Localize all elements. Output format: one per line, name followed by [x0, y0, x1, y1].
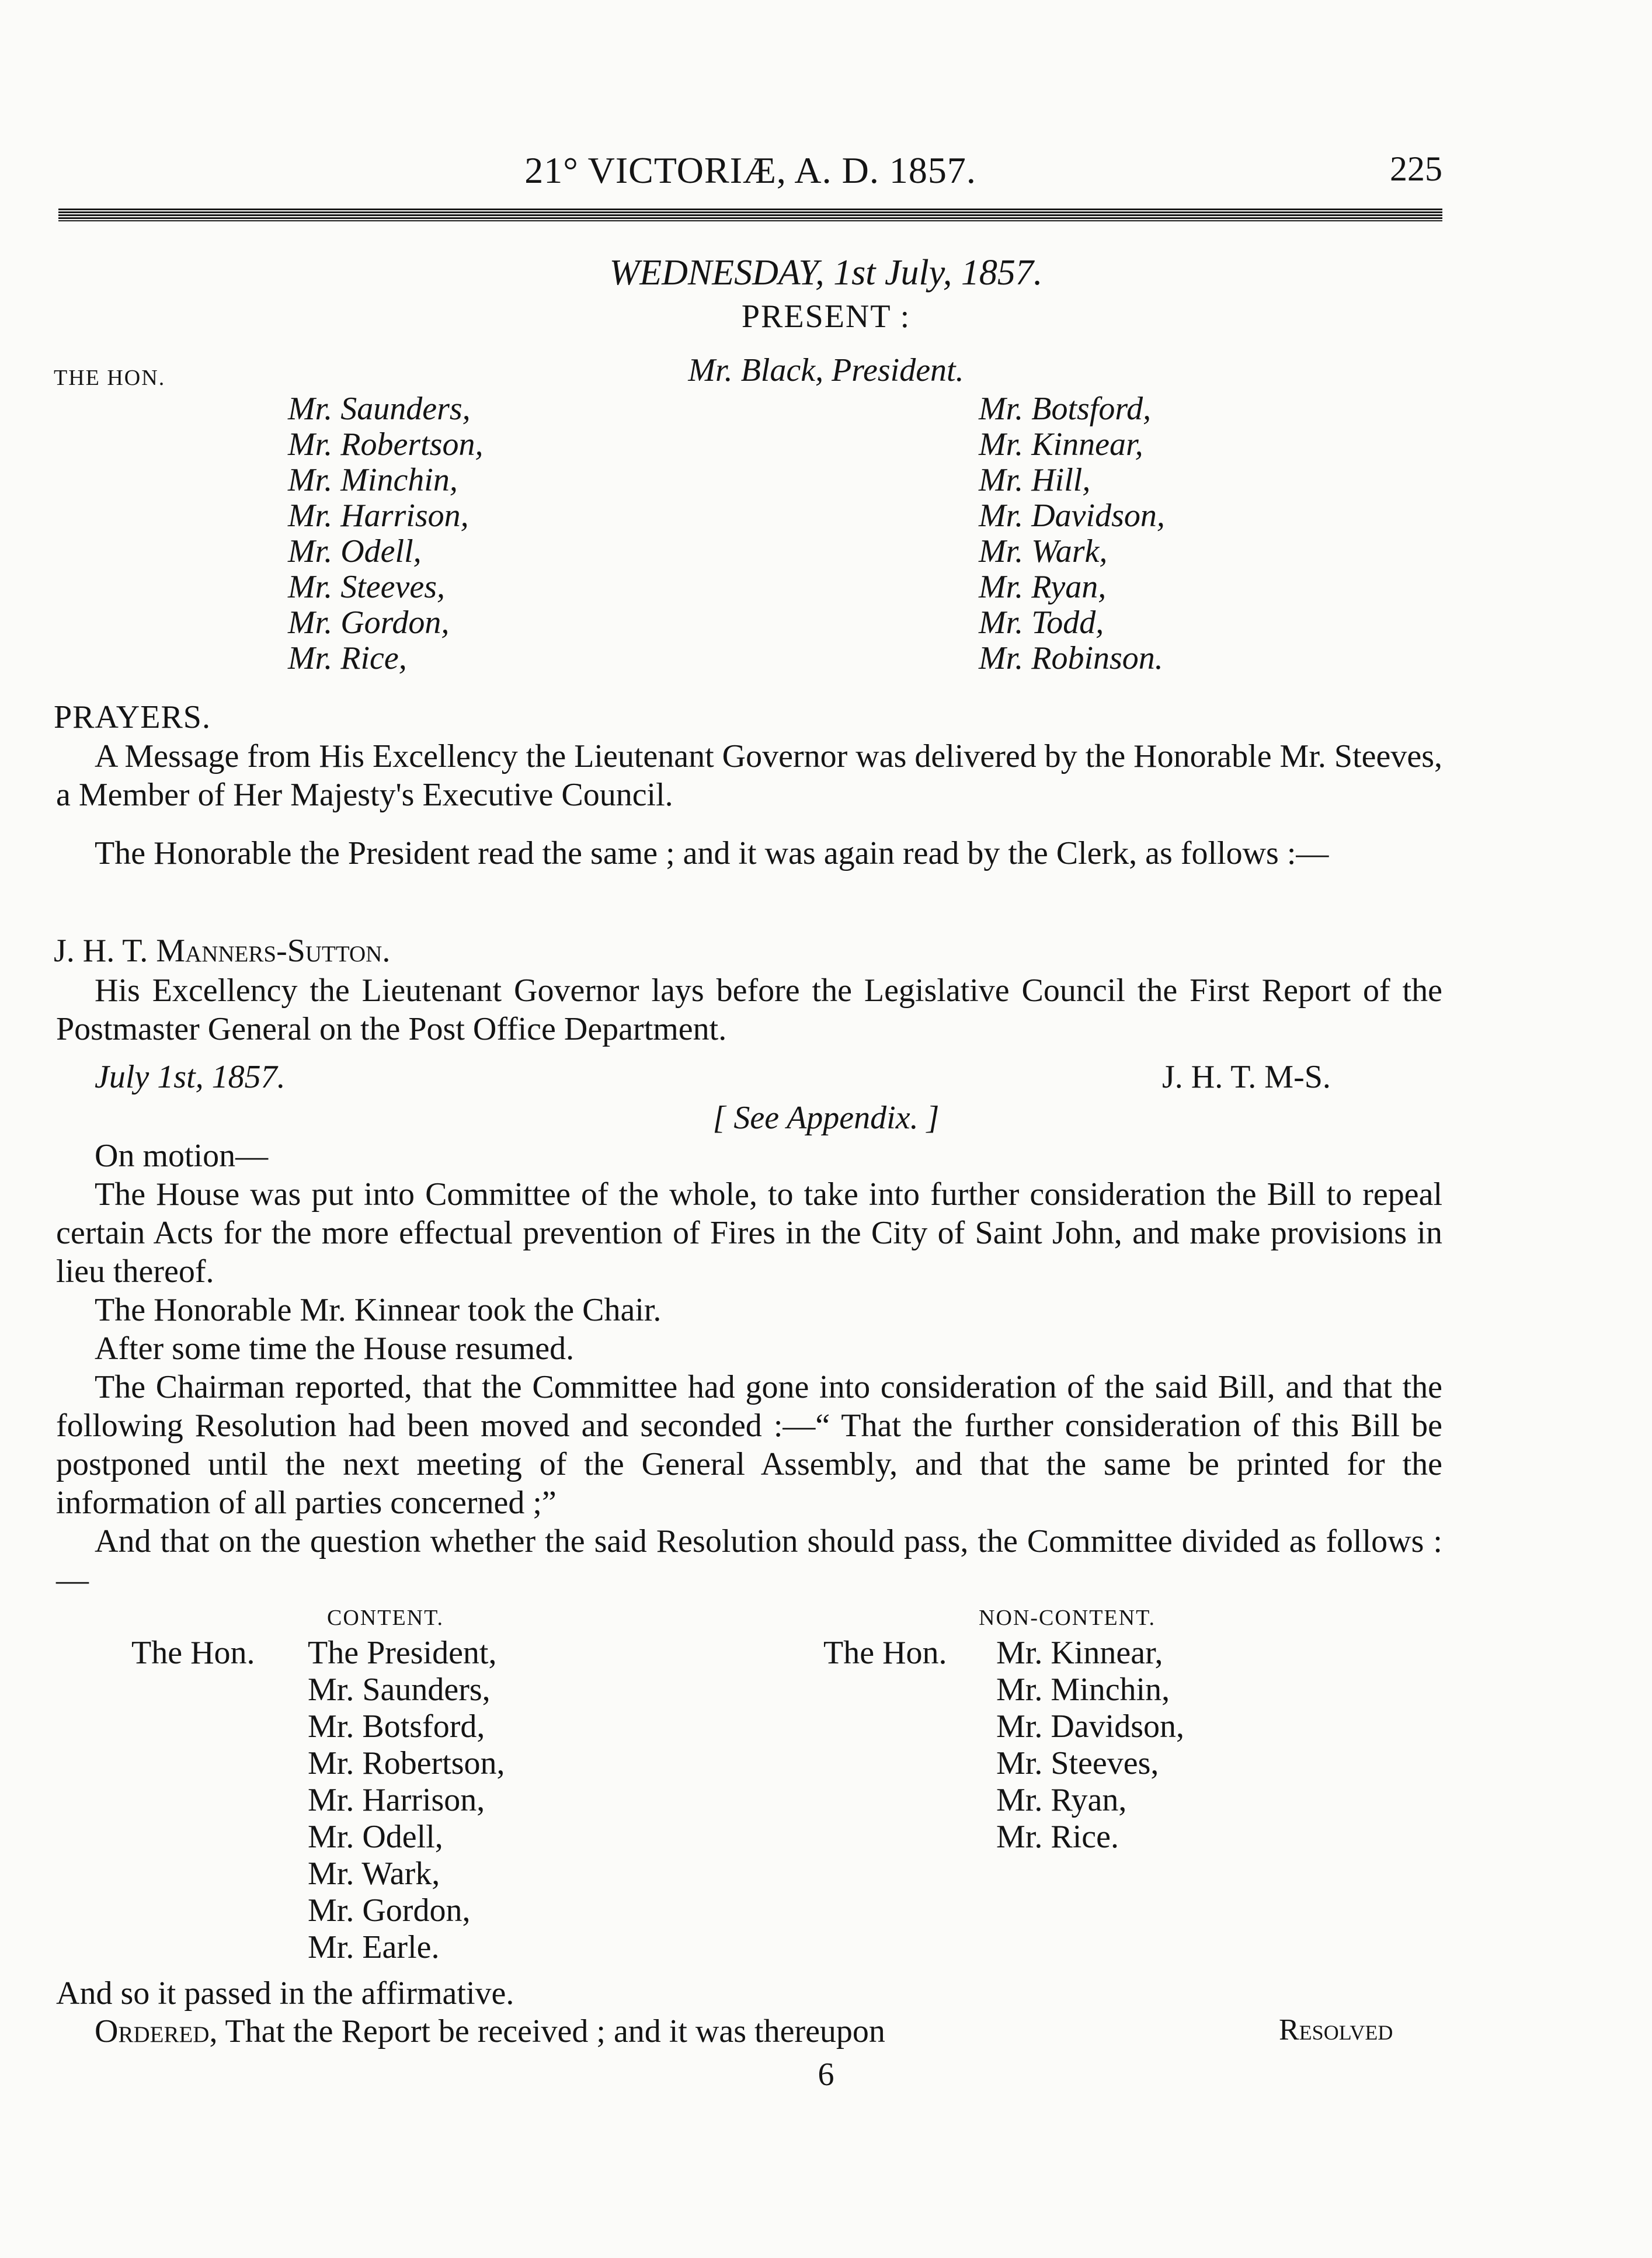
- member-name: Mr. Ryan,: [979, 569, 1107, 605]
- see-appendix-note: [ See Appendix. ]: [712, 1100, 940, 1136]
- content-voter: Mr. Botsford,: [308, 1708, 485, 1745]
- member-name: Mr. Botsford,: [979, 391, 1152, 427]
- affirmative-line: And so it passed in the affirmative.: [56, 1975, 514, 2012]
- header-rule: [58, 209, 1442, 221]
- member-name: Mr. Rice,: [288, 640, 407, 676]
- running-head: [58, 149, 1442, 196]
- date-heading: WEDNESDAY, 1st July, 1857.: [609, 253, 1043, 293]
- member-name: Mr. Wark,: [979, 533, 1108, 569]
- content-prefix: The Hon.: [131, 1635, 255, 1671]
- member-name: Mr. Gordon,: [288, 605, 450, 641]
- member-name: Mr. Robertson,: [288, 426, 484, 463]
- ordered-line: [95, 2013, 885, 2050]
- member-name: Mr. Minchin,: [288, 462, 458, 498]
- resolved-catchword: Resolved: [1279, 2013, 1393, 2047]
- page-number: 225: [1390, 150, 1442, 188]
- member-name: Mr. Steeves,: [288, 569, 446, 605]
- non-content-voter: Mr. Minchin,: [996, 1672, 1170, 1708]
- member-name: Mr. Todd,: [979, 605, 1104, 641]
- message-date: July 1st, 1857.: [95, 1059, 286, 1095]
- content-voter: Mr. Gordon,: [308, 1892, 471, 1929]
- message-paragraph: A Message from His Excellency the Lieutenant Governor was delivered by the Honorable Mr. Steeves, a Member of Her Majesty's Executive Council.: [56, 738, 1442, 813]
- prayers-heading: PRAYERS.: [54, 699, 211, 735]
- chair-line: The Honorable Mr. Kinnear took the Chair.: [95, 1292, 662, 1328]
- content-voter: Mr. Saunders,: [308, 1672, 491, 1708]
- non-content-voter: Mr. Ryan,: [996, 1782, 1127, 1818]
- running-title: 21° VICTORIÆ, A. D. 1857.: [524, 150, 976, 191]
- present-label: PRESENT :: [741, 298, 911, 335]
- member-name: Mr. Kinnear,: [979, 426, 1143, 463]
- signature-mark: 6: [818, 2056, 834, 2093]
- content-voter: Mr. Robertson,: [308, 1745, 505, 1781]
- ordered-word: Ordered,: [95, 2013, 218, 2049]
- content-voter: Mr. Wark,: [308, 1856, 440, 1892]
- member-name: Mr. Harrison,: [288, 498, 469, 534]
- lays-before-paragraph: His Excellency the Lieutenant Governor lays before the Legislative Council the First Report of the Postmaster General on the Post Office Department.: [56, 972, 1442, 1047]
- content-voter: The President,: [308, 1635, 497, 1671]
- resumed-line: After some time the House resumed.: [95, 1331, 575, 1367]
- the-hon-label: THE HON.: [54, 366, 166, 390]
- non-content-voter: Mr. Steeves,: [996, 1745, 1159, 1781]
- on-motion-line: On motion—: [95, 1138, 269, 1174]
- message-initials: J. H. T. M-S.: [1162, 1059, 1331, 1095]
- read-paragraph: The Honorable the President read the same ; and it was again read by the Clerk, as follows :—: [95, 835, 1329, 871]
- committee-paragraph: The House was put into Committee of the whole, to take into further consideration the Bill to repeal certain Acts for the more effectual prevention of Fires in the City of Saint John, and make provisions in lieu thereof.: [56, 1176, 1442, 1290]
- non-content-voter: Mr. Rice.: [996, 1819, 1119, 1855]
- non-content-voter: Mr. Davidson,: [996, 1708, 1184, 1745]
- ordered-text: That the Report be received ; and it was thereupon: [225, 2013, 885, 2049]
- chairman-report-paragraph: The Chairman reported, that the Committee had gone into consideration of the said Bill, and that the following Resolution had been moved and seconded :—“ That the further consideration of this Bill be postponed until the next meeting of the General Assembly, and that the same be printed for the information of all parties concerned ;”: [56, 1369, 1442, 1521]
- member-name: Mr. Davidson,: [979, 498, 1165, 534]
- content-voter: Mr. Odell,: [308, 1819, 443, 1855]
- non-content-prefix: The Hon.: [823, 1635, 947, 1671]
- member-name: Mr. Hill,: [979, 462, 1091, 498]
- non-content-label: NON-CONTENT.: [979, 1606, 1156, 1630]
- signature-line: J. H. T. Manners-Sutton.: [54, 933, 391, 969]
- member-name: Mr. Robinson.: [979, 640, 1163, 676]
- content-voter: Mr. Earle.: [308, 1929, 440, 1965]
- content-voter: Mr. Harrison,: [308, 1782, 485, 1818]
- member-name: Mr. Odell,: [288, 533, 422, 569]
- non-content-voter: Mr. Kinnear,: [996, 1635, 1163, 1671]
- question-paragraph: And that on the question whether the said Resolution should pass, the Committee divided as follows :—: [56, 1523, 1442, 1598]
- president-line: Mr. Black, President.: [688, 352, 964, 388]
- content-label: CONTENT.: [327, 1606, 444, 1630]
- member-name: Mr. Saunders,: [288, 391, 471, 427]
